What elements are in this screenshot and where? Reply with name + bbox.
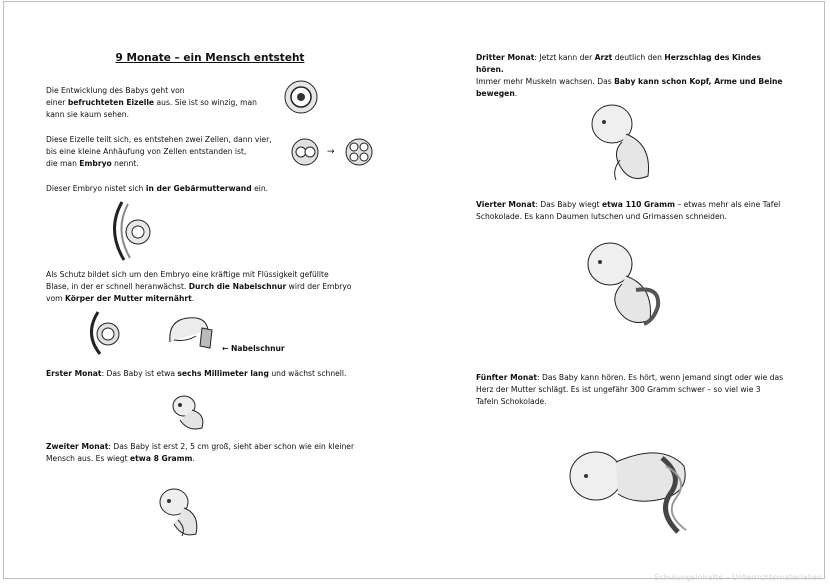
division-arrow: →: [327, 147, 335, 157]
paragraph-embryo: Diese Eizelle teilt sich, es entstehen zwei Zellen, dann vier, bis eine kleine Anhäufung von Zellen entstanden ist, die man Embryo nennt.: [46, 135, 272, 168]
paragraph-month-4: Vierter Monat: Das Baby wiegt etwa 110 Gramm – etwas mehr als eine Tafel Schokolade. Es kann Daumen lutschen und Grimassen schneiden.: [476, 200, 781, 221]
implanted-embryo-illustration: [108, 200, 152, 262]
fetus-month-2-illustration: [156, 484, 212, 540]
umbilical-cord-label: ← Nabelschnur: [222, 344, 285, 353]
paragraph-implant: Dieser Embryo nistet sich in der Gebärmutterwand ein.: [46, 184, 269, 193]
fetus-month-5-illustration: [566, 436, 714, 536]
embryo-umbilical-illustration: [166, 312, 218, 352]
page-title: 9 Monate – ein Mensch entsteht: [115, 52, 305, 64]
fetus-month-3-illustration: [586, 100, 666, 186]
paragraph-month-1: Erster Monat: Das Baby ist etwa sechs Millimeter lang und wächst schnell.: [46, 369, 347, 378]
watermark: Schulungsinhalte – Unterrichtsmaterialien: [654, 573, 822, 582]
paragraph-month-3: Dritter Monat: Jetzt kann der Arzt deutlich den Herzschlag des Kindes hören. Immer mehr Muskeln wachsen. Das Baby kann schon Kopf, Arme und Beine bewegen.: [476, 53, 783, 98]
amniotic-sac-illustration: [88, 310, 122, 356]
paragraph-month-5: Fünfter Monat: Das Baby kann hören. Es hört, wenn jemand singt oder wie das Herz der Mutter schlägt. Es ist ungefähr 300 Gramm schwer – so viel wie 3 Tafeln Schokolade.: [476, 373, 784, 406]
paragraph-umbilical: Als Schutz bildet sich um den Embryo eine kräftige mit Flüssigkeit gefüllte Blase, in der er schnell heranwächst. Durch die Nabelschnur wird der Embryo vom Körper der Mutter miternährt.: [46, 270, 352, 303]
egg-cell-illustration: [284, 80, 318, 114]
paragraph-egg-cell: Die Entwicklung des Babys geht von einer befruchteten Eizelle aus. Sie ist so winzig, man kann sie kaum sehen.: [46, 86, 257, 119]
paragraph-month-2: Zweiter Monat: Das Baby ist erst 2, 5 cm groß, sieht aber schon wie ein kleiner Mensch aus. Es wiegt etwa 8 Gramm.: [46, 442, 355, 463]
embryo-month-1-illustration: [166, 390, 214, 434]
fetus-month-4-illustration: [584, 240, 676, 330]
